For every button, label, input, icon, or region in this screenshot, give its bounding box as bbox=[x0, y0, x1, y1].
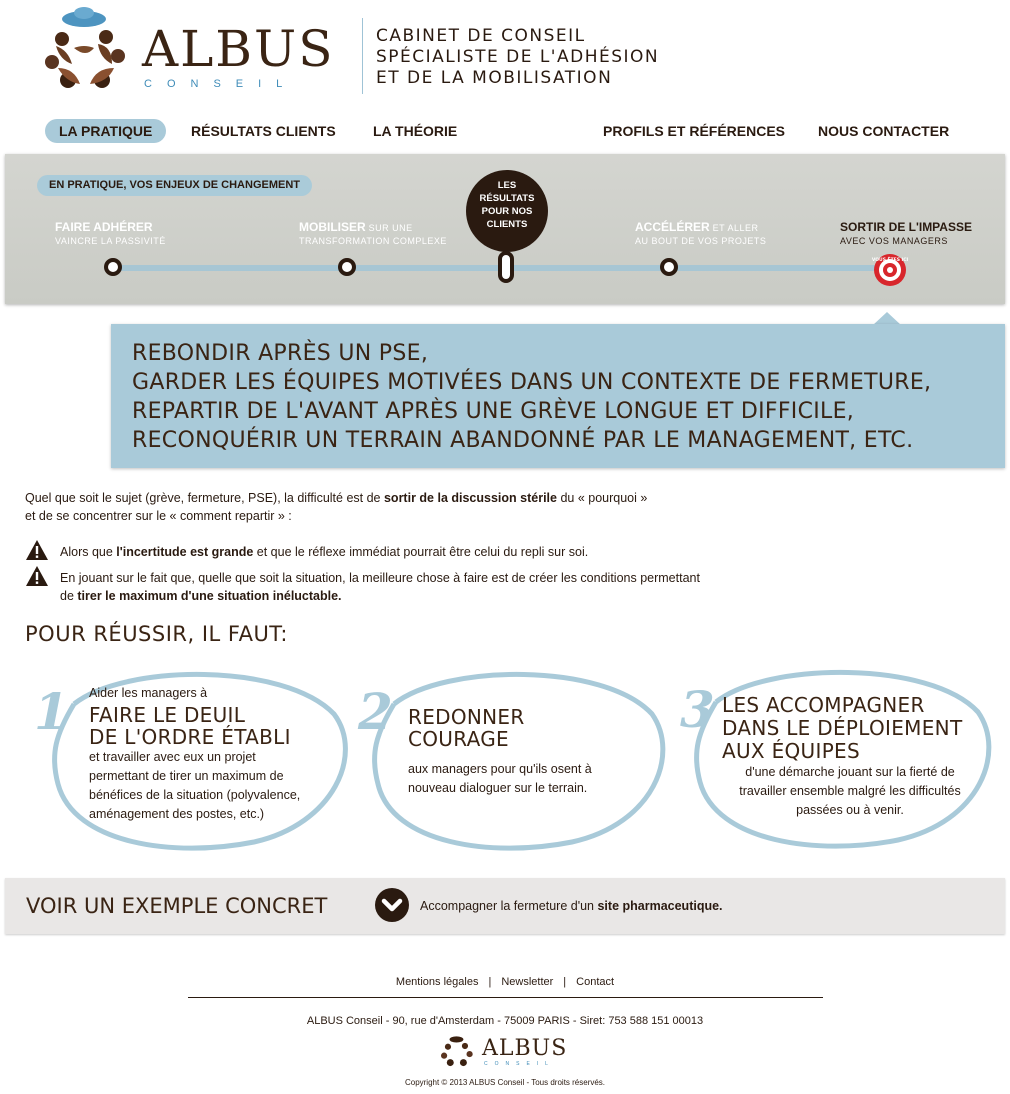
resultats-clients-badge[interactable] bbox=[466, 170, 548, 252]
circle-headline: FAIRE LE DEUIL bbox=[89, 703, 246, 727]
intro-text: et de se concentrer sur le « comment repartir » : bbox=[25, 509, 292, 523]
circle-headline: AUX ÉQUIPES bbox=[722, 739, 860, 763]
footer-logo[interactable] bbox=[438, 1032, 578, 1072]
section-title: POUR RÉUSSIR, IL FAUT: bbox=[25, 622, 288, 646]
vous-etes-ici-target-icon[interactable] bbox=[871, 253, 909, 287]
bullet-text bbox=[60, 543, 720, 561]
step-circle-3 bbox=[680, 662, 998, 852]
circle-headline: DE L'ORDRE ÉTABLI bbox=[89, 725, 291, 749]
callout-line: REPARTIR DE L'AVANT APRÈS UNE GRÈVE LONGUE ET DIFFICILE, bbox=[132, 399, 855, 424]
warning-icon bbox=[25, 539, 49, 561]
step-title-suffix: SUR UNE bbox=[365, 223, 413, 233]
step-accelerer-subtitle: AU BOUT DE VOS PROJETS bbox=[635, 236, 767, 246]
bullet-text-part: et que le réflexe immédiat pourrait être celui du repli sur soi. bbox=[253, 545, 589, 559]
step-circle-1 bbox=[34, 664, 354, 854]
badge-line: POUR NOS bbox=[481, 206, 533, 217]
intro-text: du « pourquoi » bbox=[556, 491, 648, 505]
footer-logo-wordmark: ALBUS bbox=[482, 1036, 568, 1061]
intro-paragraph bbox=[25, 489, 715, 525]
circle-body-line: et travailler avec eux un projet bbox=[89, 750, 256, 764]
circle-body bbox=[720, 763, 980, 820]
step-faire-adherer-dot[interactable] bbox=[104, 258, 122, 276]
step-faire-adherer-title[interactable] bbox=[55, 220, 153, 234]
badge-line: LES bbox=[497, 180, 517, 191]
footer-address: ALBUS Conseil - 90, rue d'Amsterdam - 75009 PARIS - Siret: 753 588 151 00013 bbox=[306, 1015, 704, 1027]
step-faire-adherer-subtitle: VAINCRE LA PASSIVITÉ bbox=[55, 236, 166, 246]
bullet-text-part: En jouant sur le fait que, quelle que soit la situation, la meilleure chose à faire est de créer les conditions permettant de bbox=[60, 571, 700, 603]
situations-callout bbox=[111, 324, 1005, 468]
circle-number: 1 bbox=[34, 682, 69, 741]
tagline-line: SPÉCIALISTE DE L'ADHÉSION bbox=[376, 47, 660, 67]
step-mobiliser-dot[interactable] bbox=[338, 258, 356, 276]
example-title[interactable]: VOIR UN EXEMPLE CONCRET bbox=[26, 894, 328, 918]
callout-line: GARDER LES ÉQUIPES MOTIVÉES DANS UN CONTEXTE DE FERMETURE, bbox=[132, 370, 932, 395]
logo-figures-icon bbox=[438, 1034, 478, 1068]
circle-headline: LES ACCOMPAGNER bbox=[722, 693, 925, 717]
header-divider bbox=[362, 18, 363, 94]
change-timeline-banner bbox=[5, 154, 1005, 304]
chevron-down-icon bbox=[375, 888, 409, 922]
step-title-text: ACCÉLÉRER bbox=[635, 220, 710, 234]
footer-link-contact[interactable]: Contact bbox=[576, 976, 615, 988]
circle-ring-icon bbox=[358, 664, 670, 854]
badge-line: RÉSULTATS bbox=[479, 193, 535, 204]
nav-resultats-clients[interactable]: RÉSULTATS CLIENTS bbox=[191, 123, 336, 139]
footer-link-newsletter[interactable]: Newsletter bbox=[501, 976, 554, 988]
footer-separator: | bbox=[488, 976, 492, 988]
bullet-text-part: Alors que bbox=[60, 545, 117, 559]
tagline-line: ET DE LA MOBILISATION bbox=[376, 68, 613, 88]
intro-bold: sortir de la discussion stérile bbox=[383, 491, 557, 505]
step-title-text: FAIRE ADHÉRER bbox=[55, 220, 153, 234]
example-text-bold: site pharmaceutique. bbox=[597, 899, 723, 913]
badge-line: CLIENTS bbox=[486, 219, 528, 230]
footer-link-mentions-legales[interactable]: Mentions légales bbox=[395, 976, 479, 988]
circle-headline: DANS LE DÉPLOIEMENT bbox=[722, 716, 963, 740]
footer-copyright: Copyright © 2013 ALBUS Conseil - Tous droits réservés. bbox=[404, 1078, 606, 1087]
circle-body-line: passées ou à venir. bbox=[796, 803, 904, 817]
example-band bbox=[5, 878, 1005, 934]
circle-body-line: bénéfices de la situation (polyvalence, bbox=[89, 788, 301, 802]
circle-body-line: nouveau dialoguer sur le terrain. bbox=[408, 781, 588, 795]
step-circle-2 bbox=[358, 664, 670, 854]
tagline-line: CABINET DE CONSEIL bbox=[376, 26, 586, 46]
step-title-suffix: ET ALLER bbox=[709, 223, 759, 233]
footer-logo-subtitle: CONSEIL bbox=[484, 1061, 555, 1067]
circle-body-line: aux managers pour qu'ils osent à bbox=[408, 762, 592, 776]
bullet-item bbox=[25, 543, 715, 561]
nav-la-theorie[interactable]: LA THÉORIE bbox=[373, 123, 458, 139]
bullet-text bbox=[60, 569, 700, 605]
circle-intro-text: Aider les managers à bbox=[89, 686, 208, 700]
nav-la-pratique[interactable]: LA PRATIQUE bbox=[45, 119, 166, 143]
callout-line: REBONDIR APRÈS UN PSE, bbox=[132, 341, 429, 366]
step-title-text: MOBILISER bbox=[299, 220, 366, 234]
logo-figures-icon bbox=[38, 6, 138, 94]
intro-text: Quel que soit le sujet (grève, fermeture, PSE), la difficulté est de bbox=[25, 491, 384, 505]
bullet-bold: l'incertitude est grande bbox=[116, 545, 254, 559]
step-mobiliser-title[interactable] bbox=[299, 220, 413, 234]
step-mobiliser-subtitle: TRANSFORMATION COMPLEXE bbox=[299, 236, 447, 246]
albus-logo[interactable] bbox=[38, 6, 358, 96]
circle-body bbox=[89, 748, 339, 824]
expand-example-button[interactable] bbox=[375, 888, 409, 922]
circle-body-line: permettant de tirer un maximum de bbox=[89, 769, 284, 783]
bullet-item bbox=[25, 569, 715, 605]
step-sortir-impasse-title[interactable] bbox=[840, 220, 972, 234]
step-title-text: SORTIR DE L'IMPASSE bbox=[840, 220, 972, 234]
step-accelerer-title[interactable] bbox=[635, 220, 759, 234]
warning-icon bbox=[25, 565, 49, 587]
circle-number: 3 bbox=[680, 680, 715, 739]
header-tagline bbox=[376, 26, 659, 89]
banner-badge: EN PRATIQUE, VOS ENJEUX DE CHANGEMENT bbox=[37, 175, 312, 196]
step-sortir-impasse-subtitle: AVEC VOS MANAGERS bbox=[840, 236, 948, 246]
logo-wordmark: ALBUS bbox=[142, 20, 335, 78]
circle-headline: REDONNER bbox=[408, 705, 525, 729]
bullet-bold: tirer le maximum d'une situation inéluctable. bbox=[77, 589, 342, 603]
step-accelerer-dot[interactable] bbox=[660, 258, 678, 276]
circle-body-line: travailler ensemble malgré les difficultés bbox=[739, 784, 961, 798]
circle-number: 2 bbox=[358, 682, 393, 741]
circle-body-line: aménagement des postes, etc.) bbox=[89, 807, 265, 821]
footer-separator: | bbox=[563, 976, 567, 988]
callout-line: RECONQUÉRIR UN TERRAIN ABANDONNÉ PAR LE MANAGEMENT, ETC. bbox=[132, 428, 914, 453]
resultats-marker bbox=[498, 251, 514, 283]
nav-profils-references[interactable]: PROFILS ET RÉFÉRENCES bbox=[603, 123, 786, 139]
main-nav bbox=[0, 118, 1010, 146]
circle-headline: COURAGE bbox=[408, 727, 509, 751]
circle-body bbox=[408, 760, 638, 798]
logo-subtitle: CONSEIL bbox=[144, 78, 298, 90]
nav-nous-contacter[interactable]: NOUS CONTACTER bbox=[818, 123, 950, 139]
example-description bbox=[420, 899, 723, 913]
footer-links bbox=[0, 976, 1010, 988]
target-label: VOUS ÊTES ICI bbox=[871, 258, 909, 263]
footer-divider bbox=[188, 997, 823, 998]
example-text-part: Accompagner la fermeture d'un bbox=[420, 899, 598, 913]
circle-body-line: d'une démarche jouant sur la fierté de bbox=[745, 765, 955, 779]
